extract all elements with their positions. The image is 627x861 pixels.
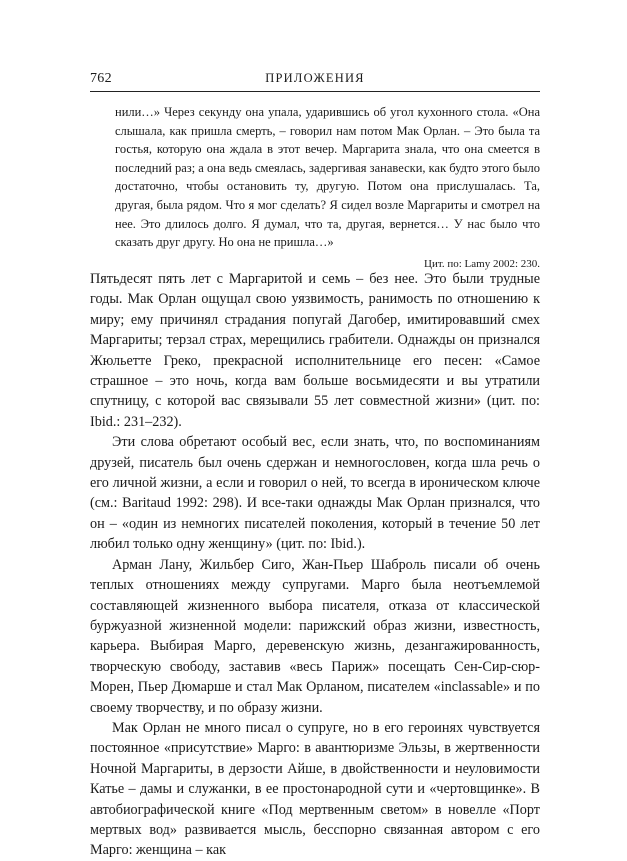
paragraph: Арман Лану, Жильбер Сиго, Жан-Пьер Шаброль писали об очень теплых отношениях между супругами. Марго была неотъемлемой составляющей жизненного выбора писателя, отказа от классической буржуазной жизненной модели: парижский образ жизни, известность, карьера. Выбирая Марго, деревенскую жизнь, дезангажированность, творческую свободу, заставив «весь Париж» посещать Сен-Сир-сюр-Морен, Пьер Дюмарше и стал Мак Орланом, писателем «inclassable» и по своему творчеству, и по образу жизни. xyxy=(90,556,540,716)
paragraph: Эти слова обретают особый вес, если знать, что, по воспоминаниям друзей, писатель был очень сдержан и немногословен, когда шла речь о его личной жизни, а если и говорил о ней, то всегда в ироническом ключе (см.: Baritaud 1992: 298). И все-таки однажды Мак Орлан признался, что он – «один из немногих писателей поколения, который в течение 50 лет любил только одну женщину» (цит. по: Ibid.). xyxy=(90,434,540,553)
quote-text: нили…» Через секунду она упала, ударившись об угол кухонного стола. «Она слышала, как пришла смерть, – говорил нам потом Мак Орлан. – Это была та гостья, которую она ждала в этот вечер. Маргарита знала, что она смеется в последний раз; а она ведь смеялась, задергивая занавески, как будто этого было достаточно, чтобы остановить ту, другую. Потом она прислушалась. Та, другая, была рядом. Что я мог сделать? Я сидел возле Маргариты и смотрел на нее. Это длилось долго. Я думал, что та, другая, вернется… У нас было что сказать друг другу. Но она не пришла…» xyxy=(115,105,540,250)
block-quote xyxy=(115,103,540,273)
paragraph: Мак Орлан не много писал о супруге, но в его героинях чувствуется постоянное «присутствие» Марго: в авантюризме Эльзы, в жертвенности Ночной Маргариты, в дерзости Айше, в двойственности и неуловимости Катье – дамы и служанки, в ее простонародной сути и «чертовщинке». В автобиографической книге «Под мертвенным светом» в новелле «Порт мертвых вод» развивается мысль, бесспорно связанная автором с его Марго: женщина – как xyxy=(90,719,540,859)
running-title: ПРИЛОЖЕНИЯ xyxy=(265,71,365,85)
paragraph: Пятьдесят пять лет с Маргаритой и семь – без нее. Это были трудные годы. Мак Орлан ощущал свою уязвимость, ранимость по отношению к миру; ему причинял страдания попугай Дагобер, имитировавший смех Маргариты; терзал страх, мерещились грабители. Однажды он признался Жюльетте Греко, прекрасной исполнительнице его песен: «Самое страшное – это ночь, когда вам больше восьмидесяти и вы утратили спутницу, с которой вас связывали 55 лет совместной жизни» (цит. по: Ibid.: 231–232). xyxy=(90,271,540,430)
page-number: 762 xyxy=(90,71,112,86)
quote-citation: Цит. по: Lamy 2002: 230. xyxy=(424,257,540,270)
page-header xyxy=(90,71,540,92)
main-text xyxy=(90,269,540,861)
